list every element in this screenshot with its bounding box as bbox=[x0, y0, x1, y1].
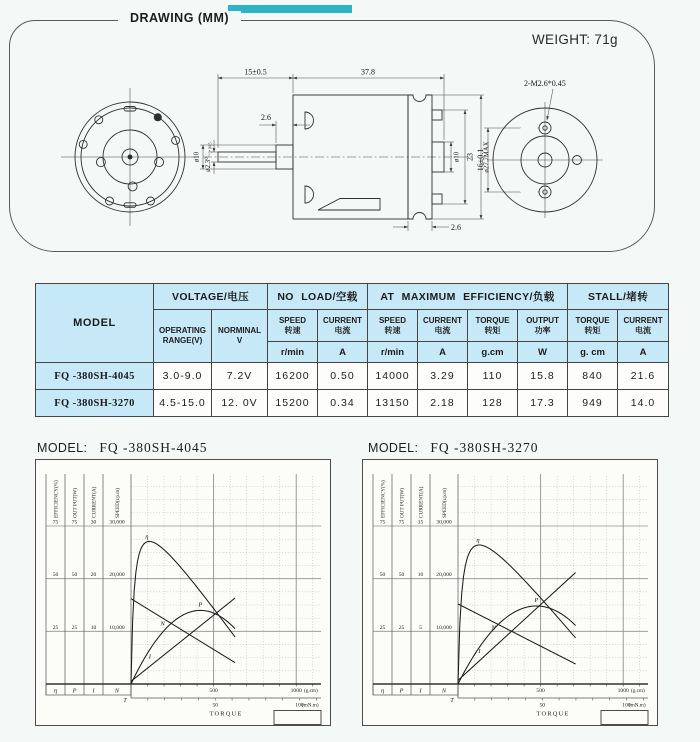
y-axis-name: SPEED(r.p.m) bbox=[442, 488, 448, 518]
spec-value-cell: 840 bbox=[568, 363, 618, 390]
sub-header-line1: SPEED bbox=[378, 315, 407, 325]
x-axis-secondary-unit: (mN.m) bbox=[629, 702, 646, 709]
y-axis-name: CURRENT(A) bbox=[91, 486, 98, 518]
current-curve-label: I bbox=[148, 653, 151, 661]
sub-header-line2: 转速 bbox=[384, 325, 401, 335]
sub-header-line1: TORQUE bbox=[475, 315, 510, 325]
spec-table bbox=[35, 283, 669, 417]
y-axis-tick: 25 bbox=[71, 624, 78, 631]
spec-value-cell: 949 bbox=[568, 390, 618, 417]
spec-value-cell: 0.50 bbox=[318, 363, 368, 390]
efficiency-curve bbox=[458, 545, 576, 684]
sub-column-header bbox=[268, 310, 318, 342]
power-curve-label: P bbox=[198, 601, 203, 609]
x-axis-label: TORQUE bbox=[209, 710, 243, 718]
terminal bbox=[432, 194, 442, 204]
secondary-tick: 50 bbox=[212, 702, 219, 709]
y-axis-tick: 50 bbox=[71, 572, 78, 579]
spec-value-cell: 128 bbox=[468, 390, 518, 417]
group-header: STALL/堵转 bbox=[568, 284, 669, 310]
sub-column-header bbox=[618, 310, 669, 342]
torque-axis-symbol: T bbox=[450, 698, 454, 704]
front-filled-dot bbox=[154, 113, 162, 121]
dim-rear-boss-dia: ø10 bbox=[453, 151, 461, 163]
dim-shaft-length: 15±0.5 bbox=[244, 67, 267, 77]
spec-value-cell: 110 bbox=[468, 363, 518, 390]
y-axis-tick: 50 bbox=[52, 572, 59, 579]
speed-curve bbox=[131, 599, 235, 663]
y-axis-tick: 20,000 bbox=[436, 572, 452, 579]
chart-title-label: MODEL: bbox=[37, 441, 88, 455]
x-axis-label: TORQUE bbox=[536, 710, 570, 718]
y-axis-tick: 10 bbox=[90, 624, 97, 631]
secondary-tick: 50 bbox=[539, 702, 546, 709]
output-power-curve bbox=[131, 610, 235, 684]
sub-column-header bbox=[468, 310, 518, 342]
spec-row bbox=[36, 363, 669, 390]
secondary-tick: 100 bbox=[295, 702, 304, 709]
x-axis-tick: 500 bbox=[536, 688, 545, 694]
model-name-cell: FQ -380SH-3270 bbox=[36, 390, 154, 417]
spec-value-cell: 3.0-9.0 bbox=[154, 363, 212, 390]
spec-value-cell: 16200 bbox=[268, 363, 318, 390]
sub-header-line1: TORQUE bbox=[575, 315, 610, 325]
power-curve-label: P bbox=[534, 596, 539, 604]
y-axis-tick: 10,000 bbox=[109, 624, 125, 631]
dim-front-boss-length: 2.6 bbox=[261, 113, 271, 122]
sub-header-line1: SPEED bbox=[278, 315, 307, 325]
axis-symbol: N bbox=[114, 687, 120, 695]
current-curve bbox=[458, 573, 576, 681]
spec-value-cell: 7.2V bbox=[212, 363, 268, 390]
chart-title-model: FQ -380SH-3270 bbox=[430, 440, 539, 455]
chart-title-label: MODEL: bbox=[368, 441, 419, 455]
x-axis-secondary-unit: (mN.m) bbox=[302, 702, 319, 709]
efficiency-curve-label: η bbox=[476, 536, 480, 544]
chart-title-4045 bbox=[37, 440, 207, 456]
efficiency-curve bbox=[131, 541, 235, 684]
y-axis-tick: 30,000 bbox=[109, 519, 125, 526]
sub-column-header bbox=[418, 310, 468, 342]
sub-header-line2: 电流 bbox=[635, 325, 652, 335]
sub-header-line2: RANGE(V) bbox=[162, 336, 203, 345]
unit-header: g.cm bbox=[468, 342, 518, 363]
side-view bbox=[203, 95, 474, 219]
y-axis-tick: 25 bbox=[398, 624, 405, 631]
y-axis-name: EFFICIENCY(%) bbox=[53, 480, 60, 518]
axis-symbol: N bbox=[441, 687, 447, 695]
dim-mount-pitch: 16±0.1 bbox=[476, 148, 485, 172]
group-header: AT MAXIMUM EFFICIENCY/负载 bbox=[368, 284, 568, 310]
title-block-notch bbox=[274, 711, 321, 725]
sub-header-line1: CURRENT bbox=[422, 315, 463, 325]
spec-value-cell: 14.0 bbox=[618, 390, 669, 417]
dim-rear-plate-length: 2.6 bbox=[451, 223, 461, 232]
y-axis-tick: 10 bbox=[417, 572, 424, 579]
title-block-notch bbox=[601, 711, 648, 725]
model-name-cell: FQ -380SH-4045 bbox=[36, 363, 154, 390]
dim-body-length: 37.8 bbox=[361, 67, 375, 77]
sub-column-header bbox=[212, 310, 268, 363]
efficiency-curve-label: η bbox=[145, 533, 149, 541]
chart-title-3270 bbox=[368, 440, 538, 456]
speed-curve bbox=[458, 604, 576, 664]
dim-terminal-span: 23 bbox=[465, 153, 475, 161]
y-axis-name: OUT PUT(W) bbox=[399, 487, 406, 518]
y-axis-tick: 20,000 bbox=[109, 572, 125, 579]
y-axis-tick: 25 bbox=[379, 624, 386, 631]
sub-header-line2: V bbox=[236, 336, 243, 345]
sub-column-header bbox=[154, 310, 212, 363]
speed-curve-label: N bbox=[160, 620, 165, 628]
y-axis-tick: 50 bbox=[398, 572, 405, 579]
spec-value-cell: 15200 bbox=[268, 390, 318, 417]
y-axis-tick: 5 bbox=[419, 624, 422, 631]
chart-title-model: FQ -380SH-4045 bbox=[99, 440, 208, 455]
speed-curve-label: N bbox=[491, 624, 496, 632]
drawing-title: DRAWING (MM) bbox=[118, 11, 241, 25]
axis-symbol: I bbox=[92, 687, 95, 695]
axis-symbol: η bbox=[380, 687, 385, 695]
y-axis-tick: 75 bbox=[398, 519, 405, 526]
sub-column-header bbox=[318, 310, 368, 342]
motor-technical-drawing bbox=[8, 20, 656, 252]
sub-header-line2: 转矩 bbox=[584, 325, 601, 335]
front-view bbox=[61, 88, 199, 226]
y-axis-name: OUT PUT(W) bbox=[72, 487, 79, 518]
sub-header-line1: CURRENT bbox=[623, 315, 663, 325]
current-curve bbox=[131, 598, 235, 681]
sub-header-line1: OUTPUT bbox=[526, 315, 559, 325]
spec-value-cell: 2.18 bbox=[418, 390, 468, 417]
current-curve-label: I bbox=[478, 647, 481, 655]
y-axis-name: CURRENT(A) bbox=[418, 486, 425, 518]
weight-label: WEIGHT: 71g bbox=[532, 32, 618, 47]
unit-header: r/min bbox=[268, 342, 318, 363]
group-header: VOLTAGE/电压 bbox=[154, 284, 268, 310]
sub-header-line2: 电流 bbox=[434, 325, 451, 335]
axis-symbol: I bbox=[419, 687, 422, 695]
axis-symbol: P bbox=[72, 687, 77, 695]
y-axis-tick: 25 bbox=[52, 624, 59, 631]
unit-header: r/min bbox=[368, 342, 418, 363]
sub-column-header bbox=[568, 310, 618, 342]
sub-header-line1: NORMINAL bbox=[217, 326, 262, 335]
performance-chart-3270 bbox=[362, 459, 658, 726]
performance-chart-4045 bbox=[35, 459, 331, 726]
axis-symbol: η bbox=[53, 687, 58, 695]
y-axis-tick: 75 bbox=[379, 519, 386, 526]
spec-row bbox=[36, 390, 669, 417]
spec-value-cell: 21.6 bbox=[618, 363, 669, 390]
sub-column-header bbox=[518, 310, 568, 342]
spec-value-cell: 12. 0V bbox=[212, 390, 268, 417]
y-axis-tick: 50 bbox=[379, 572, 386, 579]
y-axis-tick: 75 bbox=[52, 519, 59, 526]
terminal bbox=[432, 110, 442, 120]
spec-value-cell: 4.5-15.0 bbox=[154, 390, 212, 417]
y-axis-tick: 30,000 bbox=[436, 519, 452, 526]
secondary-tick: 100 bbox=[622, 702, 631, 709]
x-axis-primary-unit: (g.cm) bbox=[631, 688, 645, 694]
dim-screw-spec: 2-M2.6*0.45 bbox=[524, 79, 566, 88]
unit-header: W bbox=[518, 342, 568, 363]
axis-symbol: P bbox=[399, 687, 404, 695]
sub-header-line2: 转矩 bbox=[484, 325, 501, 335]
sub-header-line2: 功率 bbox=[534, 325, 551, 335]
spec-value-cell: 13150 bbox=[368, 390, 418, 417]
unit-header: A bbox=[318, 342, 368, 363]
unit-header: g. cm bbox=[568, 342, 618, 363]
x-axis-primary-unit: (g.cm) bbox=[304, 688, 318, 694]
spec-value-cell: 14000 bbox=[368, 363, 418, 390]
sub-header-line1: OPERATING bbox=[159, 326, 206, 335]
x-axis-tick: 1000 bbox=[617, 688, 629, 694]
y-axis-tick: 15 bbox=[417, 519, 424, 526]
group-header: NO LOAD/空载 bbox=[268, 284, 368, 310]
scan-artifact-strip bbox=[228, 5, 352, 13]
torque-axis-symbol: T bbox=[123, 698, 127, 704]
y-axis-tick: 75 bbox=[71, 519, 78, 526]
x-axis-tick: 1000 bbox=[290, 688, 302, 694]
y-axis-tick: 20 bbox=[90, 572, 97, 579]
dim-front-boss-dia: ø10 bbox=[193, 151, 201, 163]
sub-header-line2: 电流 bbox=[334, 325, 351, 335]
dim-shaft-dia: ø2.3⁰₋₀.₀₀₅ bbox=[205, 142, 212, 172]
spec-value-cell: 17.3 bbox=[518, 390, 568, 417]
unit-header: A bbox=[418, 342, 468, 363]
rear-view bbox=[487, 102, 603, 218]
y-axis-tick: 30 bbox=[90, 519, 97, 526]
body-vent bbox=[318, 199, 380, 211]
spec-value-cell: 0.34 bbox=[318, 390, 368, 417]
sub-header-line1: CURRENT bbox=[322, 315, 363, 325]
dim-body-dia: ø27.7MAX bbox=[483, 141, 491, 173]
x-axis-tick: 500 bbox=[209, 688, 218, 694]
model-column-header: MODEL bbox=[36, 284, 154, 363]
sub-header-line2: 转速 bbox=[284, 325, 301, 335]
y-axis-name: SPEED(r.p.m) bbox=[115, 488, 121, 518]
spec-value-cell: 15.8 bbox=[518, 363, 568, 390]
unit-header: A bbox=[618, 342, 669, 363]
y-axis-name: EFFICIENCY(%) bbox=[380, 480, 387, 518]
spec-value-cell: 3.29 bbox=[418, 363, 468, 390]
y-axis-tick: 10,000 bbox=[436, 624, 452, 631]
sub-column-header bbox=[368, 310, 418, 342]
